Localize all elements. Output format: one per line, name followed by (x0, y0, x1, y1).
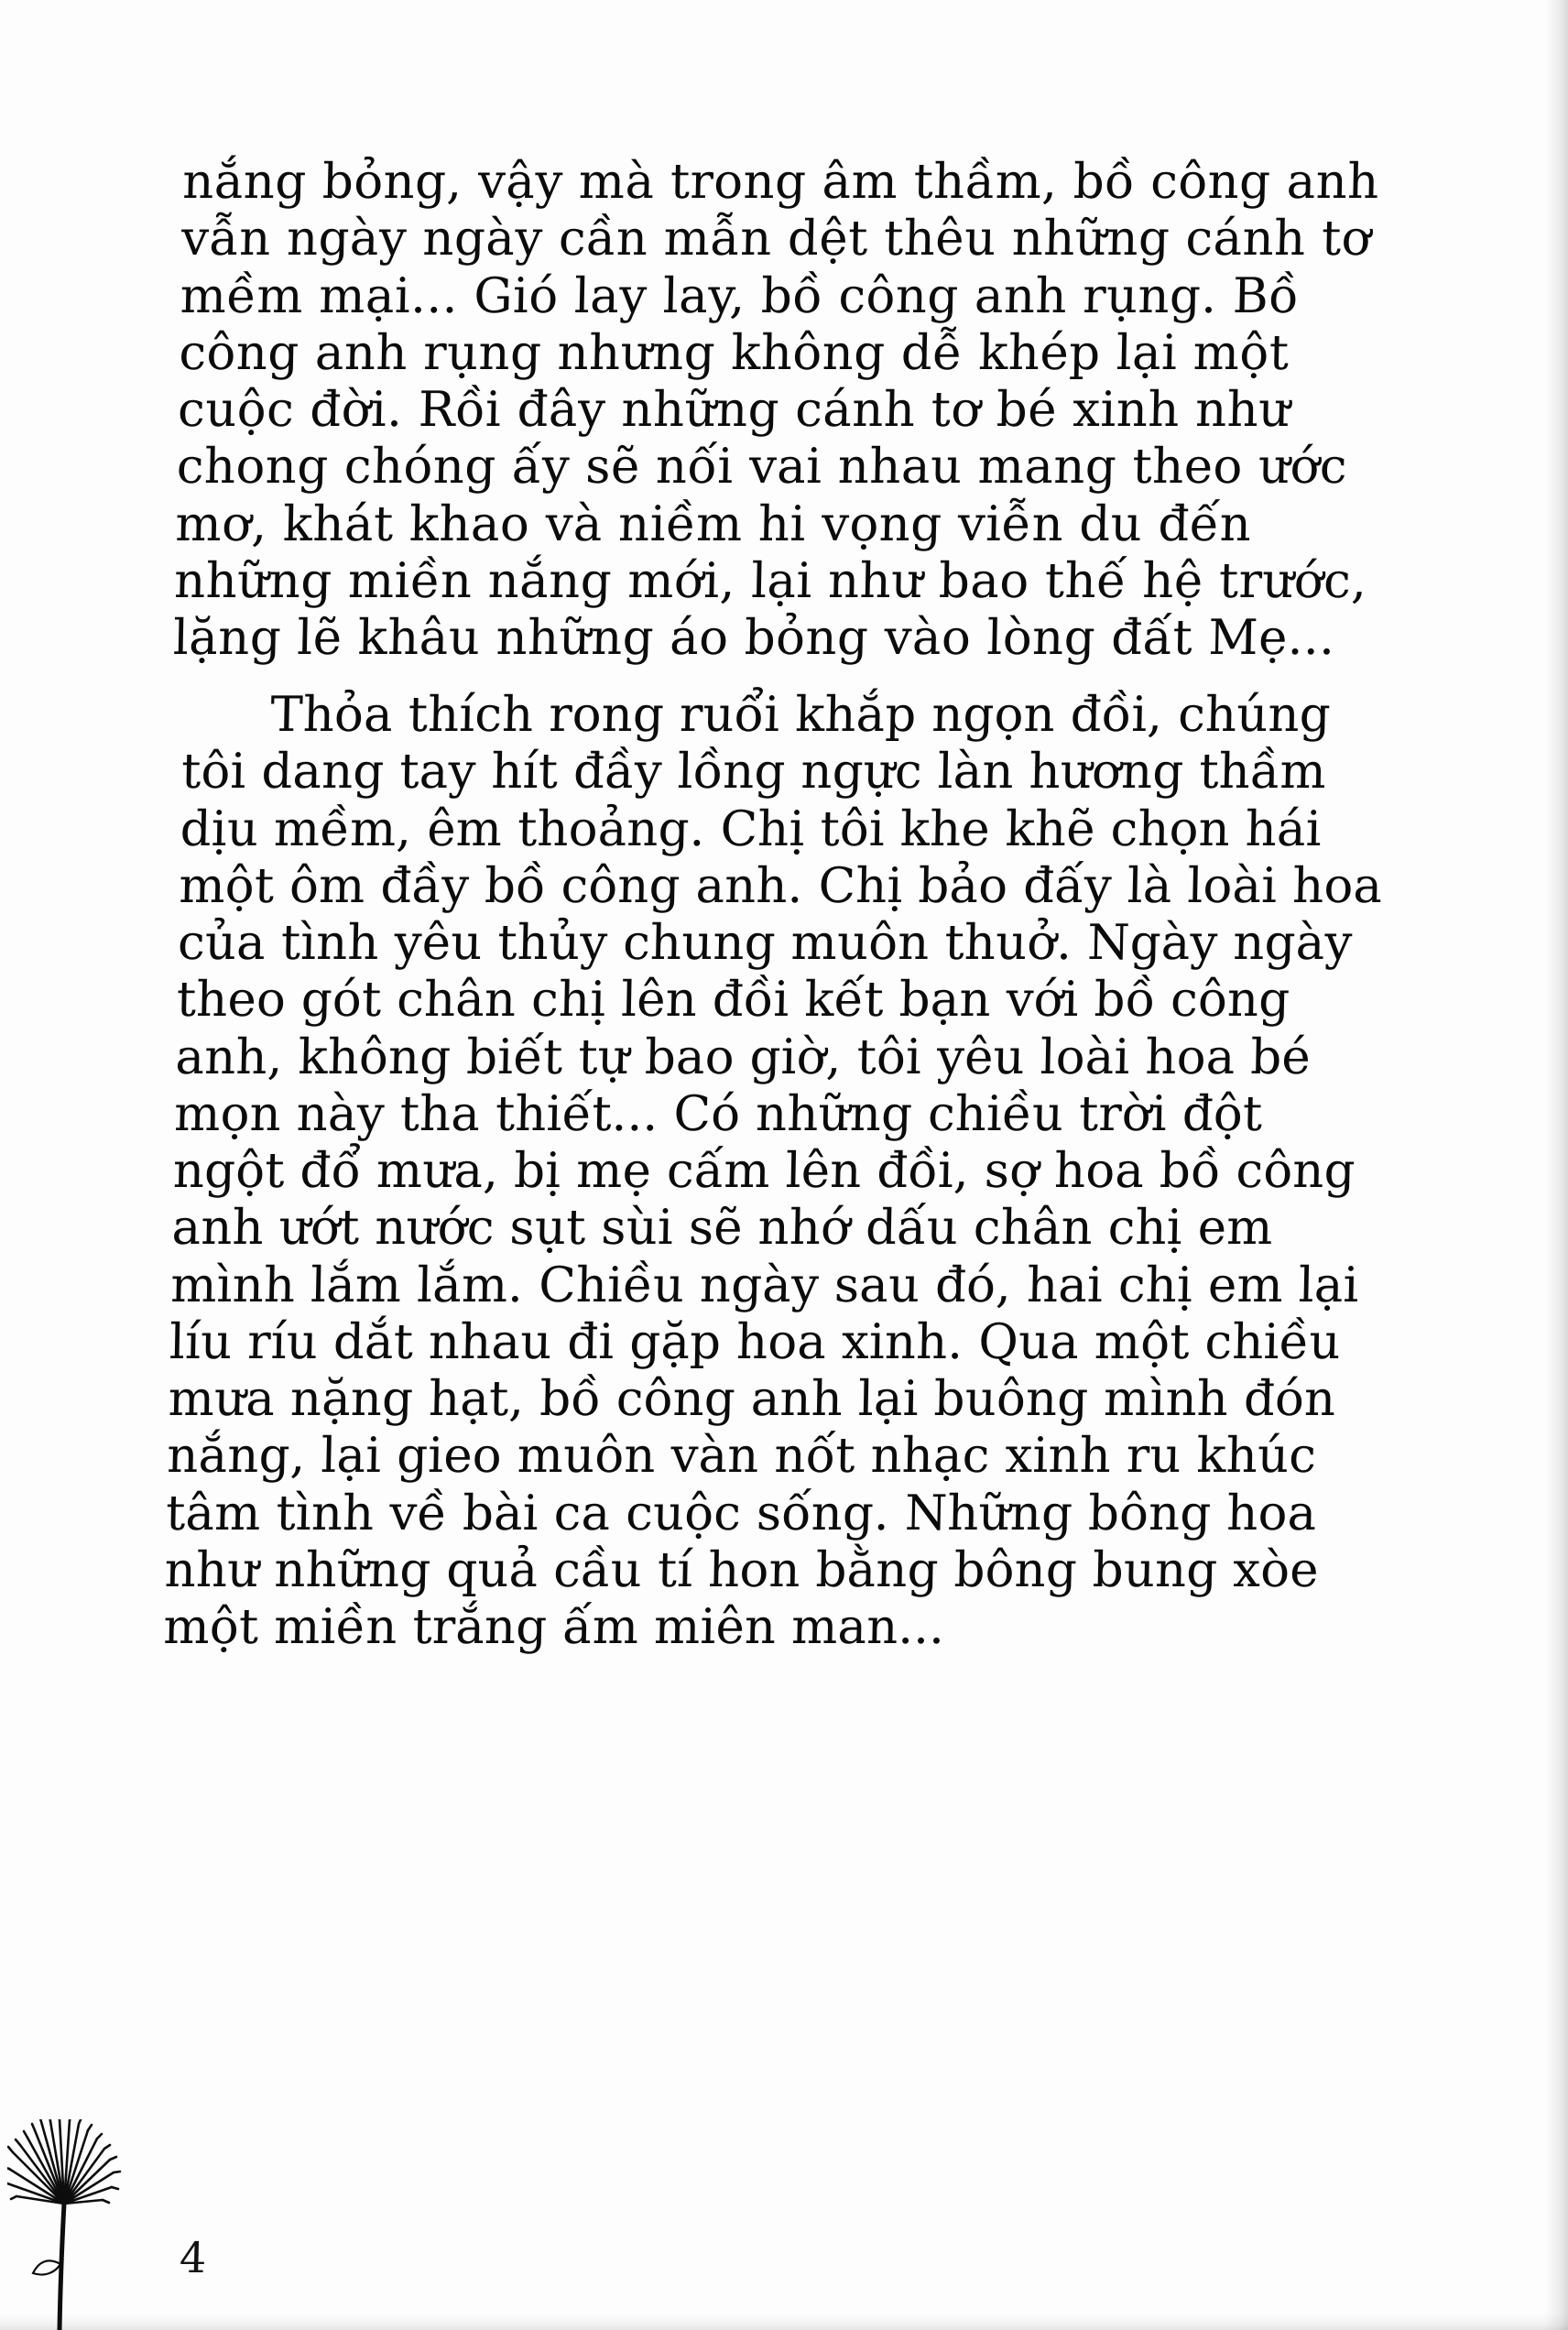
paragraph: Thỏa thích rong ruổi khắp ngọn đồi, chúng tôi dang tay hít đầy lồng ngực làn hương thầm dịu mềm, êm thoảng. Chị tôi khe khẽ chọn hái một ôm đầy bồ công anh. Chị bảo đấy là loài hoa của tình yêu thủy chung muôn thuở. Ngày ngày theo gót chân chị lên đồi kết bạn với bồ công anh, không biết tự bao giờ, tôi yêu loài hoa bé mọn này tha thiết... Có những chiều trời đột ngột đổ mưa, bị mẹ cấm lên đồi, sợ hoa bồ công anh ướt nước sụt sùi sẽ nhớ dấu chân chị em mình lắm lắm. Chiều ngày sau đó, hai chị em lại líu ríu dắt nhau đi gặp hoa xinh. Qua một chiều mưa nặng hạt, bồ công anh lại buông mình đón nắng, lại gieo muôn vàn nốt nhạc xinh ru khúc tâm tình về bài ca cuộc sống. Những bông hoa như những quả cầu tí hon bằng bông bung xòe một miền trắng ấm miên man... (162, 687, 1383, 1656)
scan-edge-shadow-right (1544, 0, 1568, 2330)
paragraph: nắng bỏng, vậy mà trong âm thầm, bồ công anh vẫn ngày ngày cần mẫn dệt thêu những cánh tơ mềm mại... Gió lay lay, bồ công anh rụng. Bồ công anh rụng nhưng không dễ khép lại một cuộc đời. Rồi đây những cánh tơ bé xinh như chong chóng ấy sẽ nối vai nhau mang theo ước mơ, khát khao và niềm hi vọng viễn du đến những miền nắng mới, lại như bao thế hệ trước, lặng lẽ khâu những áo bỏng vào lòng đất Mẹ... (172, 154, 1380, 667)
page-body-text (162, 154, 1392, 1662)
page-footer (0, 2092, 1568, 2330)
page-number: 4 (179, 2233, 207, 2282)
dandelion-icon (7, 2119, 200, 2330)
